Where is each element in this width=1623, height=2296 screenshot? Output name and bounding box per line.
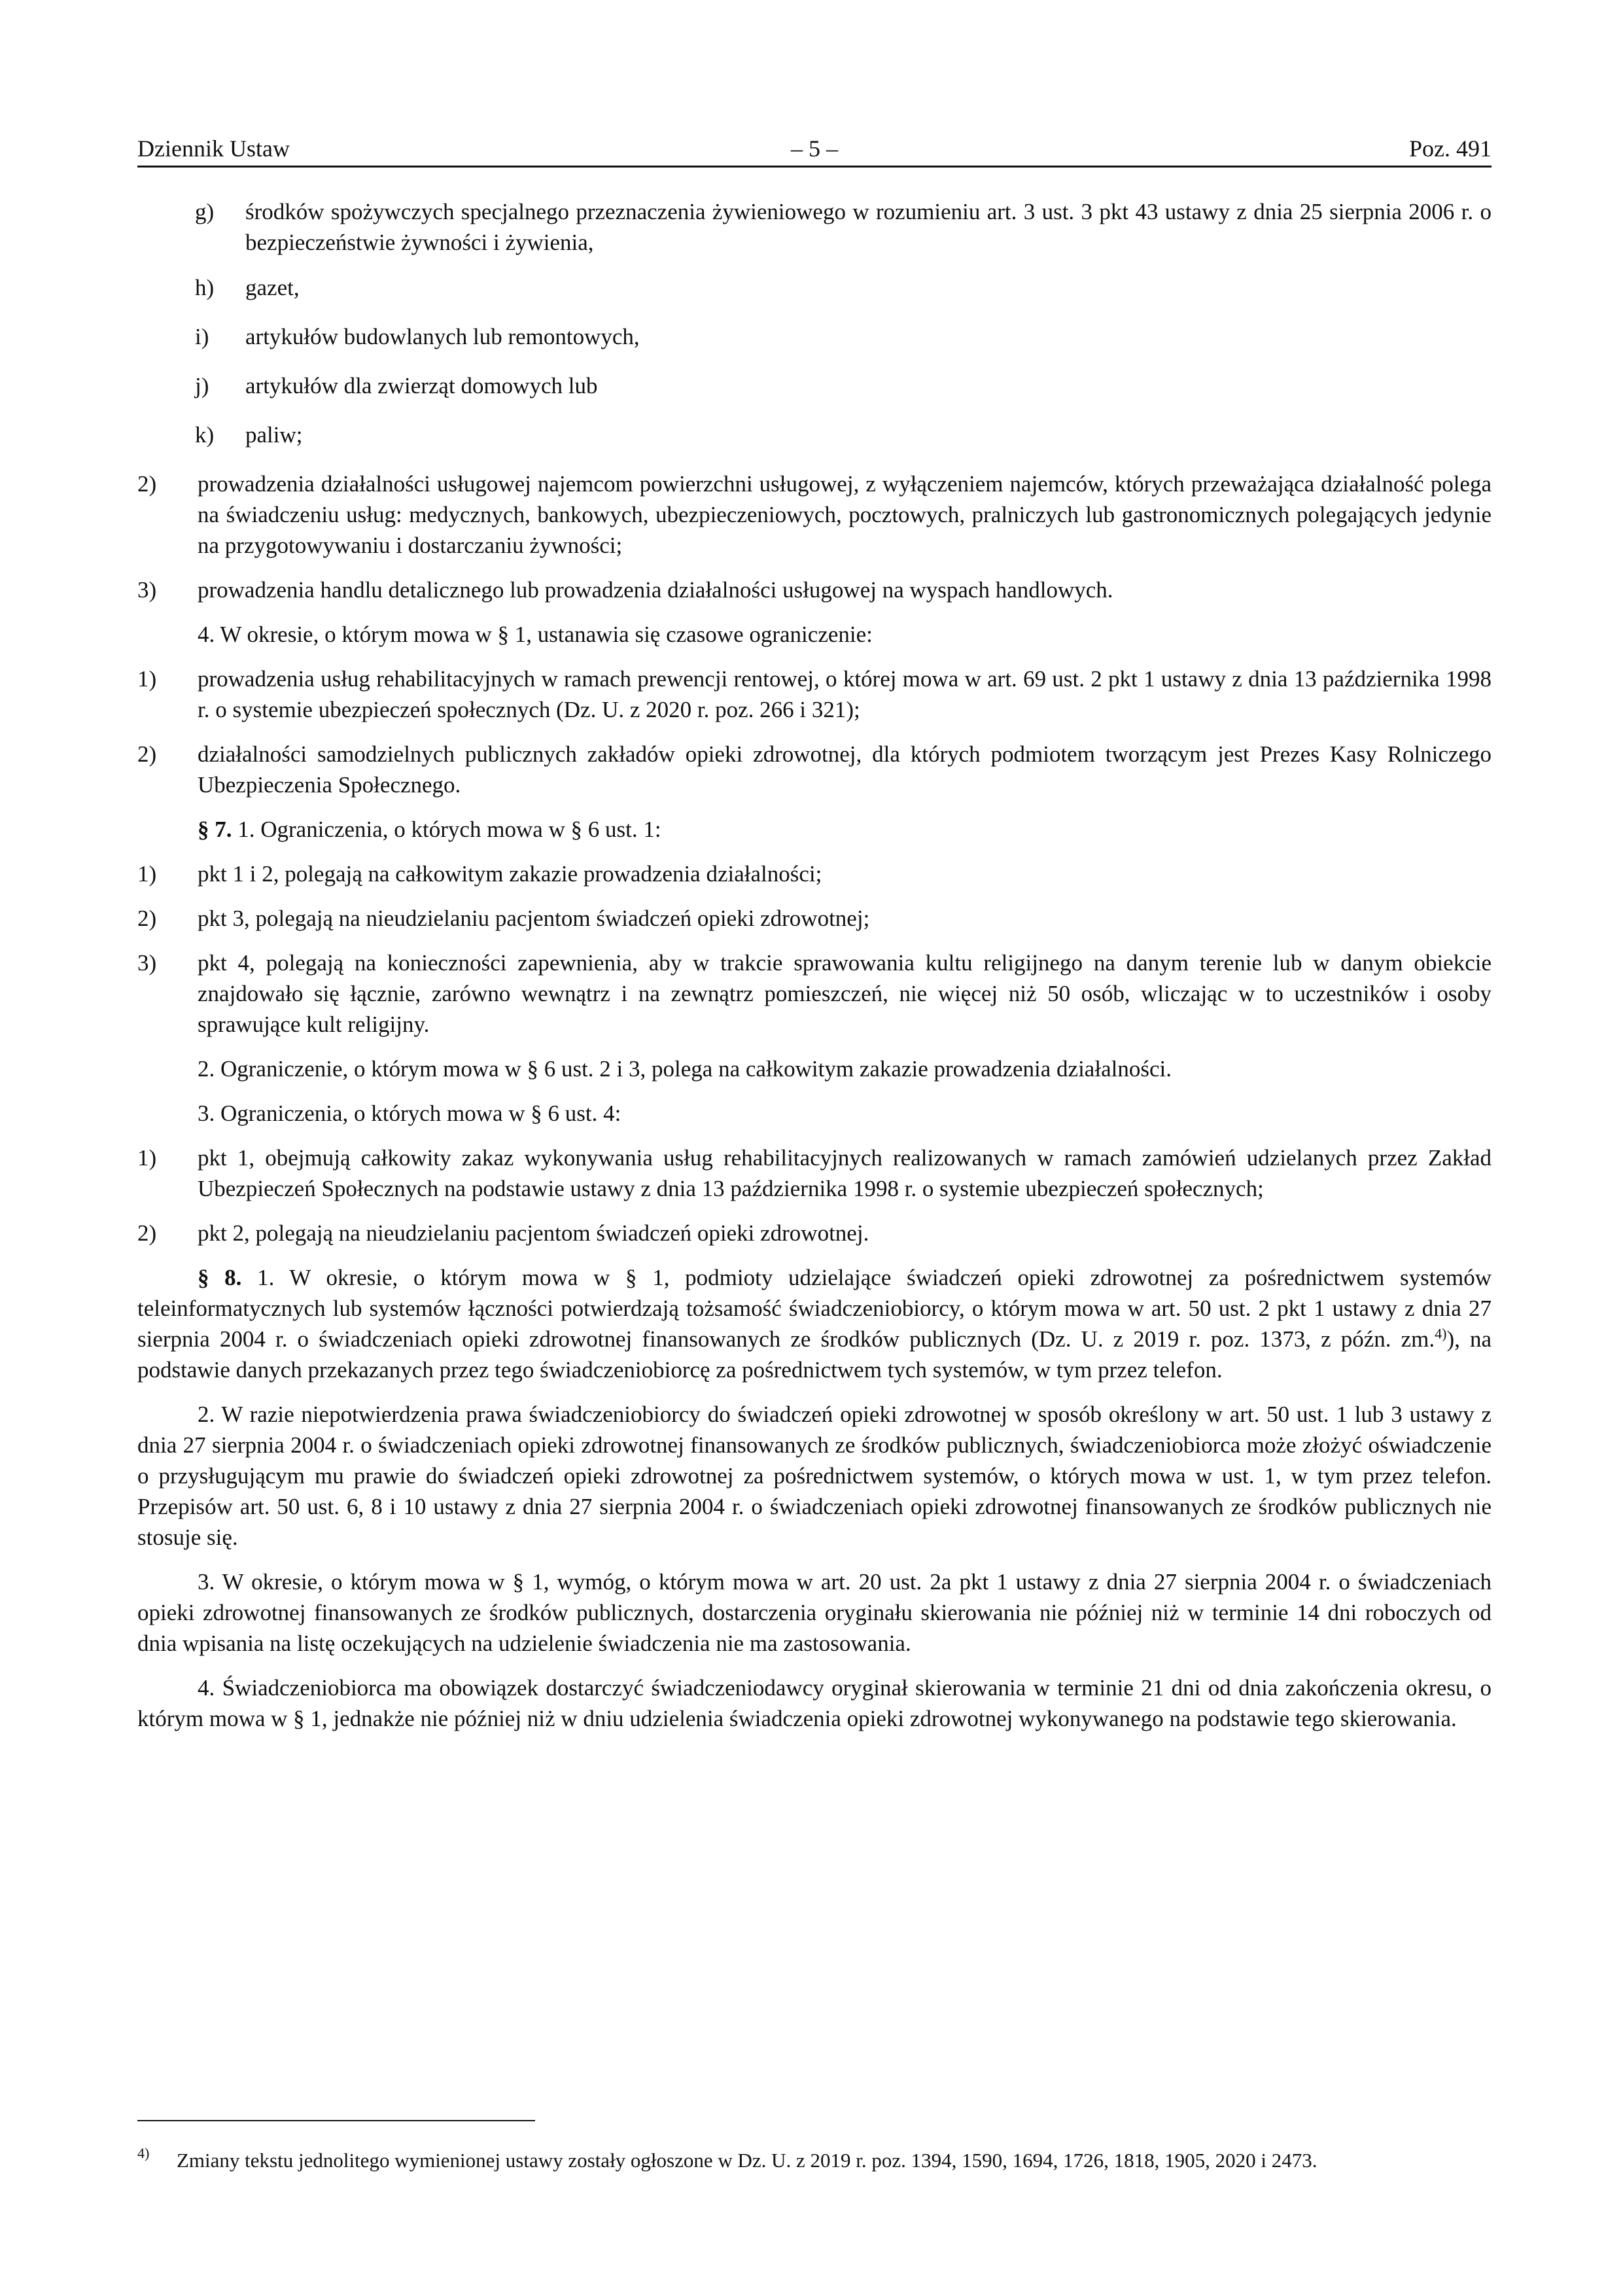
paragraph: 2. Ograniczenie, o którym mowa w § 6 ust. 2 i 3, polega na całkowitym zakazie prowadzenia działalności. [198, 1056, 1172, 1082]
item-text: prowadzenia działalności usługowej najemcom powierzchni usługowej, z wyłączeniem najemców, których przeważająca działalność polega na świadczeniu usług: medycznych, bankowych, ubezpieczeniowych, pocztowych, pralniczych lub gastronomicznych polegających jedynie na przygotowywaniu i dostarczaniu żywności; [198, 471, 1492, 558]
section-text-continued: ), na podstawie danych przekazanych przez tego świadczeniobiorcę za pośrednictwem tych systemów, w tym przez telefon. [137, 1326, 1492, 1383]
paragraph: 3. Ograniczenia, o których mowa w § 6 ust. 4: [198, 1101, 621, 1126]
item-label: 2) [137, 1220, 157, 1246]
item-text: pkt 2, polegają na nieudzielaniu pacjentom świadczeń opieki zdrowotnej. [198, 1220, 869, 1246]
list-item [137, 419, 1492, 450]
item-text: pkt 1, obejmują całkowity zakaz wykonywania usług rehabilitacyjnych realizowanych w ramach zamówień udzielanych przez Zakład Ubezpieczeń Społecznych na podstawie ustawy z dnia 13 października 1998 r. o systemie ubezpieczeń społecznych; [198, 1145, 1492, 1201]
list-item [137, 574, 1492, 605]
section-8-paragraph-1 [137, 1262, 1492, 1385]
item-text: działalności samodzielnych publicznych zakładów opieki zdrowotnej, dla których podmiotem tworzącym jest Prezes Kasy Rolniczego Ubezpieczenia Społecznego. [198, 741, 1492, 798]
list-item [137, 858, 1492, 889]
item-label: 2) [137, 741, 157, 767]
list-item [137, 1218, 1492, 1248]
list-item [137, 739, 1492, 800]
item-text: pkt 3, polegają na nieudzielaniu pacjentom świadczeń opieki zdrowotnej; [198, 906, 870, 931]
item-label: 2) [137, 906, 157, 931]
page-header [137, 133, 1492, 168]
item-label: 3) [137, 577, 157, 603]
item-text: pkt 4, polegają na konieczności zapewnienia, aby w trakcie sprawowania kultu religijnego na danym terenie lub w danym obiekcie znajdowało się łącznie, zarówno wewnątrz i na zewnątrz pomieszczeń, nie więcej niż 50 osób, wliczając w to uczestników i osoby sprawujące kult religijny. [198, 950, 1492, 1037]
item-label: g) [195, 199, 215, 224]
item-label: 2) [137, 471, 157, 497]
item-text: paliw; [245, 422, 303, 448]
section-text: 1. Ograniczenia, o których mowa w § 6 ust. 1: [232, 817, 661, 842]
item-label: 3) [137, 950, 157, 976]
section-text: 1. W okresie, o którym mowa w § 1, podmioty udzielające świadczeń opieki zdrowotnej za pośrednictwem systemów teleinformatycznych lub systemów łączności potwierdzają tożsamość świadczeniobiorcy, o którym mowa w art. 50 ust. 2 pkt 1 ustawy z dnia 27 sierpnia 2004 r. o świadczeniach opieki zdrowotnej finansowanych ze środków publicznych (Dz. U. z 2019 r. poz. 1373, z późn. zm. [137, 1265, 1492, 1352]
item-label: 1) [137, 666, 157, 692]
footnote-divider [137, 2120, 535, 2121]
list-item [137, 947, 1492, 1040]
footnote-mark: 4) [137, 2145, 150, 2161]
journal-title: Dziennik Ustaw [137, 135, 290, 162]
footnote-reference: 4) [1435, 1325, 1447, 1342]
list-item [137, 370, 1492, 401]
item-label: h) [195, 275, 215, 300]
item-label: 1) [137, 1145, 157, 1171]
item-label: j) [195, 373, 209, 398]
item-text: środków spożywczych specjalnego przeznaczenia żywieniowego w rozumieniu art. 3 ust. 3 pkt 43 ustawy z dnia 25 sierpnia 2006 r. o bezpieczeństwie żywności i żywienia, [245, 199, 1492, 255]
section-7-heading [137, 814, 1492, 845]
list-item [137, 196, 1492, 258]
position-number: Poz. 491 [1409, 135, 1492, 162]
document-body [137, 196, 1492, 1748]
page-number: – 5 – [791, 135, 838, 162]
list-item [137, 903, 1492, 934]
item-text: pkt 1 i 2, polegają na całkowitym zakazie prowadzenia działalności; [198, 861, 822, 887]
paragraph: 3. W okresie, o którym mowa w § 1, wymóg, o którym mowa w art. 20 ust. 2a pkt 1 ustawy z dnia 27 sierpnia 2004 r. o świadczeniach opieki zdrowotnej finansowanych ze środków publicznych, dostarczenia oryginału skierowania nie później niż w terminie 14 dni roboczych od dnia wpisania na listę oczekujących na udzielenie świadczenia nie ma zastosowania. [137, 1569, 1492, 1656]
footnote-text: Zmiany tekstu jednolitego wymienionej ustawy zostały ogłoszone w Dz. U. z 2019 r. poz. 1394, 1590, 1694, 1726, 1818, 1905, 2020 i 2473. [177, 2149, 1318, 2172]
section-mark: § 7. [198, 817, 232, 842]
list-item [137, 468, 1492, 561]
footnote [137, 2146, 1492, 2174]
list-item [137, 321, 1492, 352]
item-text: gazet, [245, 275, 300, 300]
paragraph: 4. W okresie, o którym mowa w § 1, ustanawia się czasowe ograniczenie: [198, 622, 873, 647]
paragraph: 2. W razie niepotwierdzenia prawa świadczeniobiorcy do świadczeń opieki zdrowotnej w sposób określony w art. 50 ust. 1 lub 3 ustawy z dnia 27 sierpnia 2004 r. o świadczeniach opieki zdrowotnej finansowanych ze środków publicznych, świadczeniobiorca może złożyć oświadczenie o przysługującym mu prawie do świadczeń opieki zdrowotnej za pośrednictwem systemów, o których mowa w ust. 1, w tym przez telefon. Przepisów art. 50 ust. 6, 8 i 10 ustawy z dnia 27 sierpnia 2004 r. o świadczeniach opieki zdrowotnej finansowanych ze środków publicznych nie stosuje się. [137, 1402, 1492, 1550]
item-text: prowadzenia handlu detalicznego lub prowadzenia działalności usługowej na wyspach handlowych. [198, 577, 1113, 603]
item-label: i) [195, 324, 209, 349]
paragraph: 4. Świadczeniobiorca ma obowiązek dostarczyć świadczeniodawcy oryginał skierowania w terminie 21 dni od dnia zakończenia okresu, o którym mowa w § 1, jednakże nie później niż w dniu udzielenia świadczenia opieki zdrowotnej wykonywanego na podstawie tego skierowania. [137, 1675, 1492, 1731]
item-label: 1) [137, 861, 157, 887]
item-label: k) [195, 422, 215, 448]
list-item [137, 1142, 1492, 1204]
item-text: artykułów budowlanych lub remontowych, [245, 324, 640, 349]
list-item [137, 272, 1492, 303]
list-item [137, 663, 1492, 725]
section-mark: § 8. [198, 1265, 242, 1290]
item-text: prowadzenia usług rehabilitacyjnych w ramach prewencji rentowej, o której mowa w art. 69 ust. 2 pkt 1 ustawy z dnia 13 października 1998 r. o systemie ubezpieczeń społecznych (Dz. U. z 2020 r. poz. 266 i 321); [198, 666, 1492, 722]
item-text: artykułów dla zwierząt domowych lub [245, 373, 598, 398]
